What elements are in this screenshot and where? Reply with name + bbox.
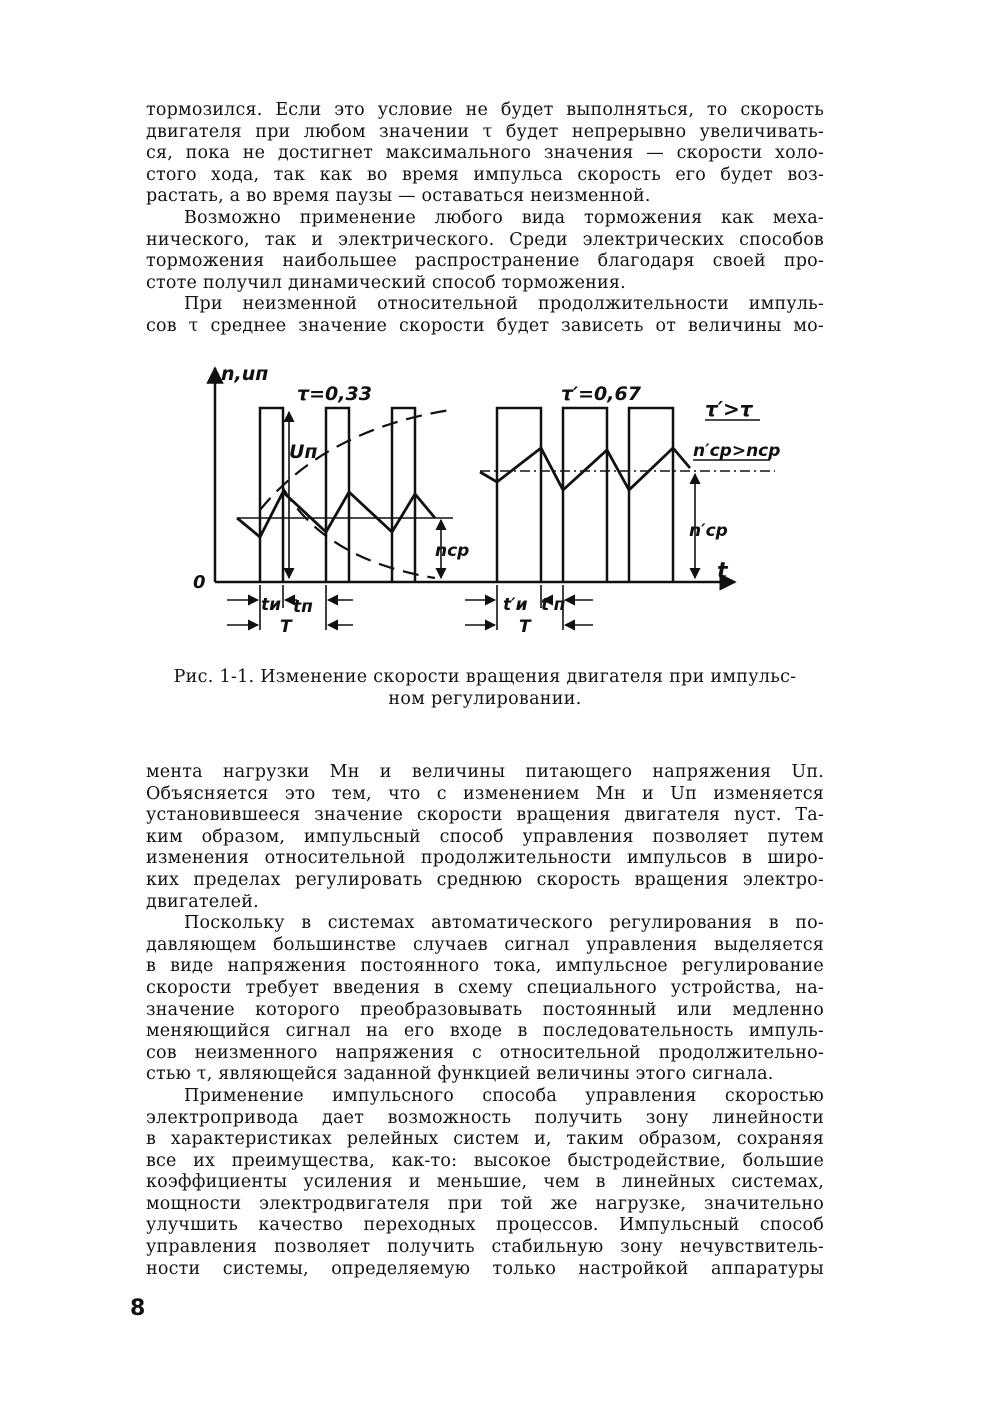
text-line: ким образом, импульсный способ управления позволяет путем (146, 826, 824, 847)
text-line: двигателя при любом значении τ будет непрерывно увеличивать- (146, 121, 824, 142)
ncp-prime-label: n′cp (689, 521, 728, 541)
text-line: мощности электродвигателя при той же нагрузке, значительно (146, 1193, 824, 1214)
text-line: в характеристиках релейных систем и, таким образом, сохраняя (146, 1129, 824, 1150)
text-line: растать, а во время паузы — оставаться неизменной. (146, 186, 651, 207)
caption-line: Рис. 1-1. Изменение скорости вращения двигателя при импульс- (173, 667, 797, 687)
text-line: стого хода, так как во время импульса скорость его будет воз- (146, 164, 824, 185)
tau1-label: τ=0,33 (297, 383, 372, 405)
speed-curve-right (480, 448, 690, 490)
ti-label: tи (261, 595, 282, 615)
origin-label: 0 (193, 572, 206, 593)
figure-caption (146, 666, 824, 710)
tp-prime-label: t′п (541, 595, 566, 615)
text-line: тормозился. Если это условие не будет выполняться, то скорость (146, 100, 824, 120)
text-line: значение которого преобразовывать постоянный или медленно (146, 999, 824, 1020)
text-line: изменения относительной продолжительности импульсов в широ- (146, 848, 824, 869)
top-text (146, 100, 824, 338)
bottom-text (146, 762, 824, 1280)
text-line: мента нагрузки Mн и величины питающего напряжения Uп. (146, 762, 824, 782)
y-axis-label: n,uп (221, 363, 269, 385)
paragraph-1 (146, 100, 824, 208)
relation-tau: τ′>τ (705, 397, 753, 421)
caption-line: ном регулировании. (388, 689, 582, 709)
voltage-pulses-right (497, 408, 673, 582)
text-line: двигателей. (146, 891, 259, 912)
relation-ncp: n′cp>ncp (693, 441, 781, 461)
text-line: в виде напряжения постоянного тока, импульсное регулирование (146, 956, 824, 977)
x-axis-label: t (717, 559, 728, 584)
text-line: сов неизменного напряжения с относительной продолжительно- (146, 1042, 824, 1063)
text-line: сов τ среднее значение скорости будет зависеть от величины мо- (146, 315, 824, 336)
text-line: скорости требует введения в схему специального устройства, на- (146, 977, 824, 998)
speed-curve-left (237, 492, 435, 537)
text-line: управления позволяет получить стабильную зону нечувствитель- (146, 1237, 824, 1258)
paragraph-5 (146, 913, 824, 1086)
text-line: установившееся значение скорости вращения двигателя nуст. Та- (146, 805, 824, 826)
text-line: коэффициенты усиления и меньшие, чем в линейных системах, (146, 1172, 824, 1193)
text-line: стью τ, являющейся заданной функцией величины этого сигнала. (146, 1064, 774, 1085)
text-line: все их преимущества, как-то: высокое быстродействие, большие (146, 1150, 824, 1171)
text-line: Возможно применение любого вида торможения как меха- (184, 207, 824, 228)
un-label: Uп (289, 441, 318, 463)
ti-prime-label: t′и (503, 595, 528, 615)
text-line: электропривода дает возможность получить зону линейности (146, 1107, 824, 1128)
text-line: меняющийся сигнал на его входе в последовательность импуль- (146, 1021, 824, 1042)
text-line: улучшить качество переходных процессов. Импульсный способ (146, 1215, 824, 1236)
tau2-label: τ′=0,67 (561, 383, 641, 405)
text-line: Объясняется это тем, что с изменением Mн и Uп изменяется (146, 783, 824, 804)
text-line: давляющем большинстве случаев сигнал управления выделяется (146, 934, 824, 955)
text-line: нического, так и электрического. Среди электрических способов (146, 229, 824, 250)
text-line: ких пределах регулировать среднюю скорость вращения электро- (146, 869, 824, 890)
tp-label: tп (293, 597, 313, 617)
paragraph-4 (146, 762, 824, 913)
text-line: Применение импульсного способа управления скоростью (184, 1085, 824, 1106)
text-line: ности системы, определяемую только настройкой аппаратуры (146, 1258, 824, 1279)
text-line: При неизменной относительной продолжительности импуль- (184, 294, 824, 315)
paragraph-2 (146, 208, 824, 294)
text-line: торможения наибольшее распространение благодаря своей про- (146, 251, 824, 272)
speed-diagram (185, 360, 805, 660)
text-line: ся, пока не достигнет максимального значения — скорости холо- (146, 143, 824, 164)
voltage-pulses-left (260, 408, 415, 582)
paragraph-3 (146, 294, 824, 337)
text-line: стоте получил динамический способ торможения. (146, 272, 626, 293)
ncp-label: ncp (435, 541, 470, 561)
page-number: 8 (130, 1296, 146, 1321)
text-line: Поскольку в системах автоматического регулирования в по- (184, 913, 824, 934)
period-label-left: T (280, 617, 292, 637)
period-label-right: T (519, 617, 531, 637)
paragraph-6 (146, 1086, 824, 1280)
